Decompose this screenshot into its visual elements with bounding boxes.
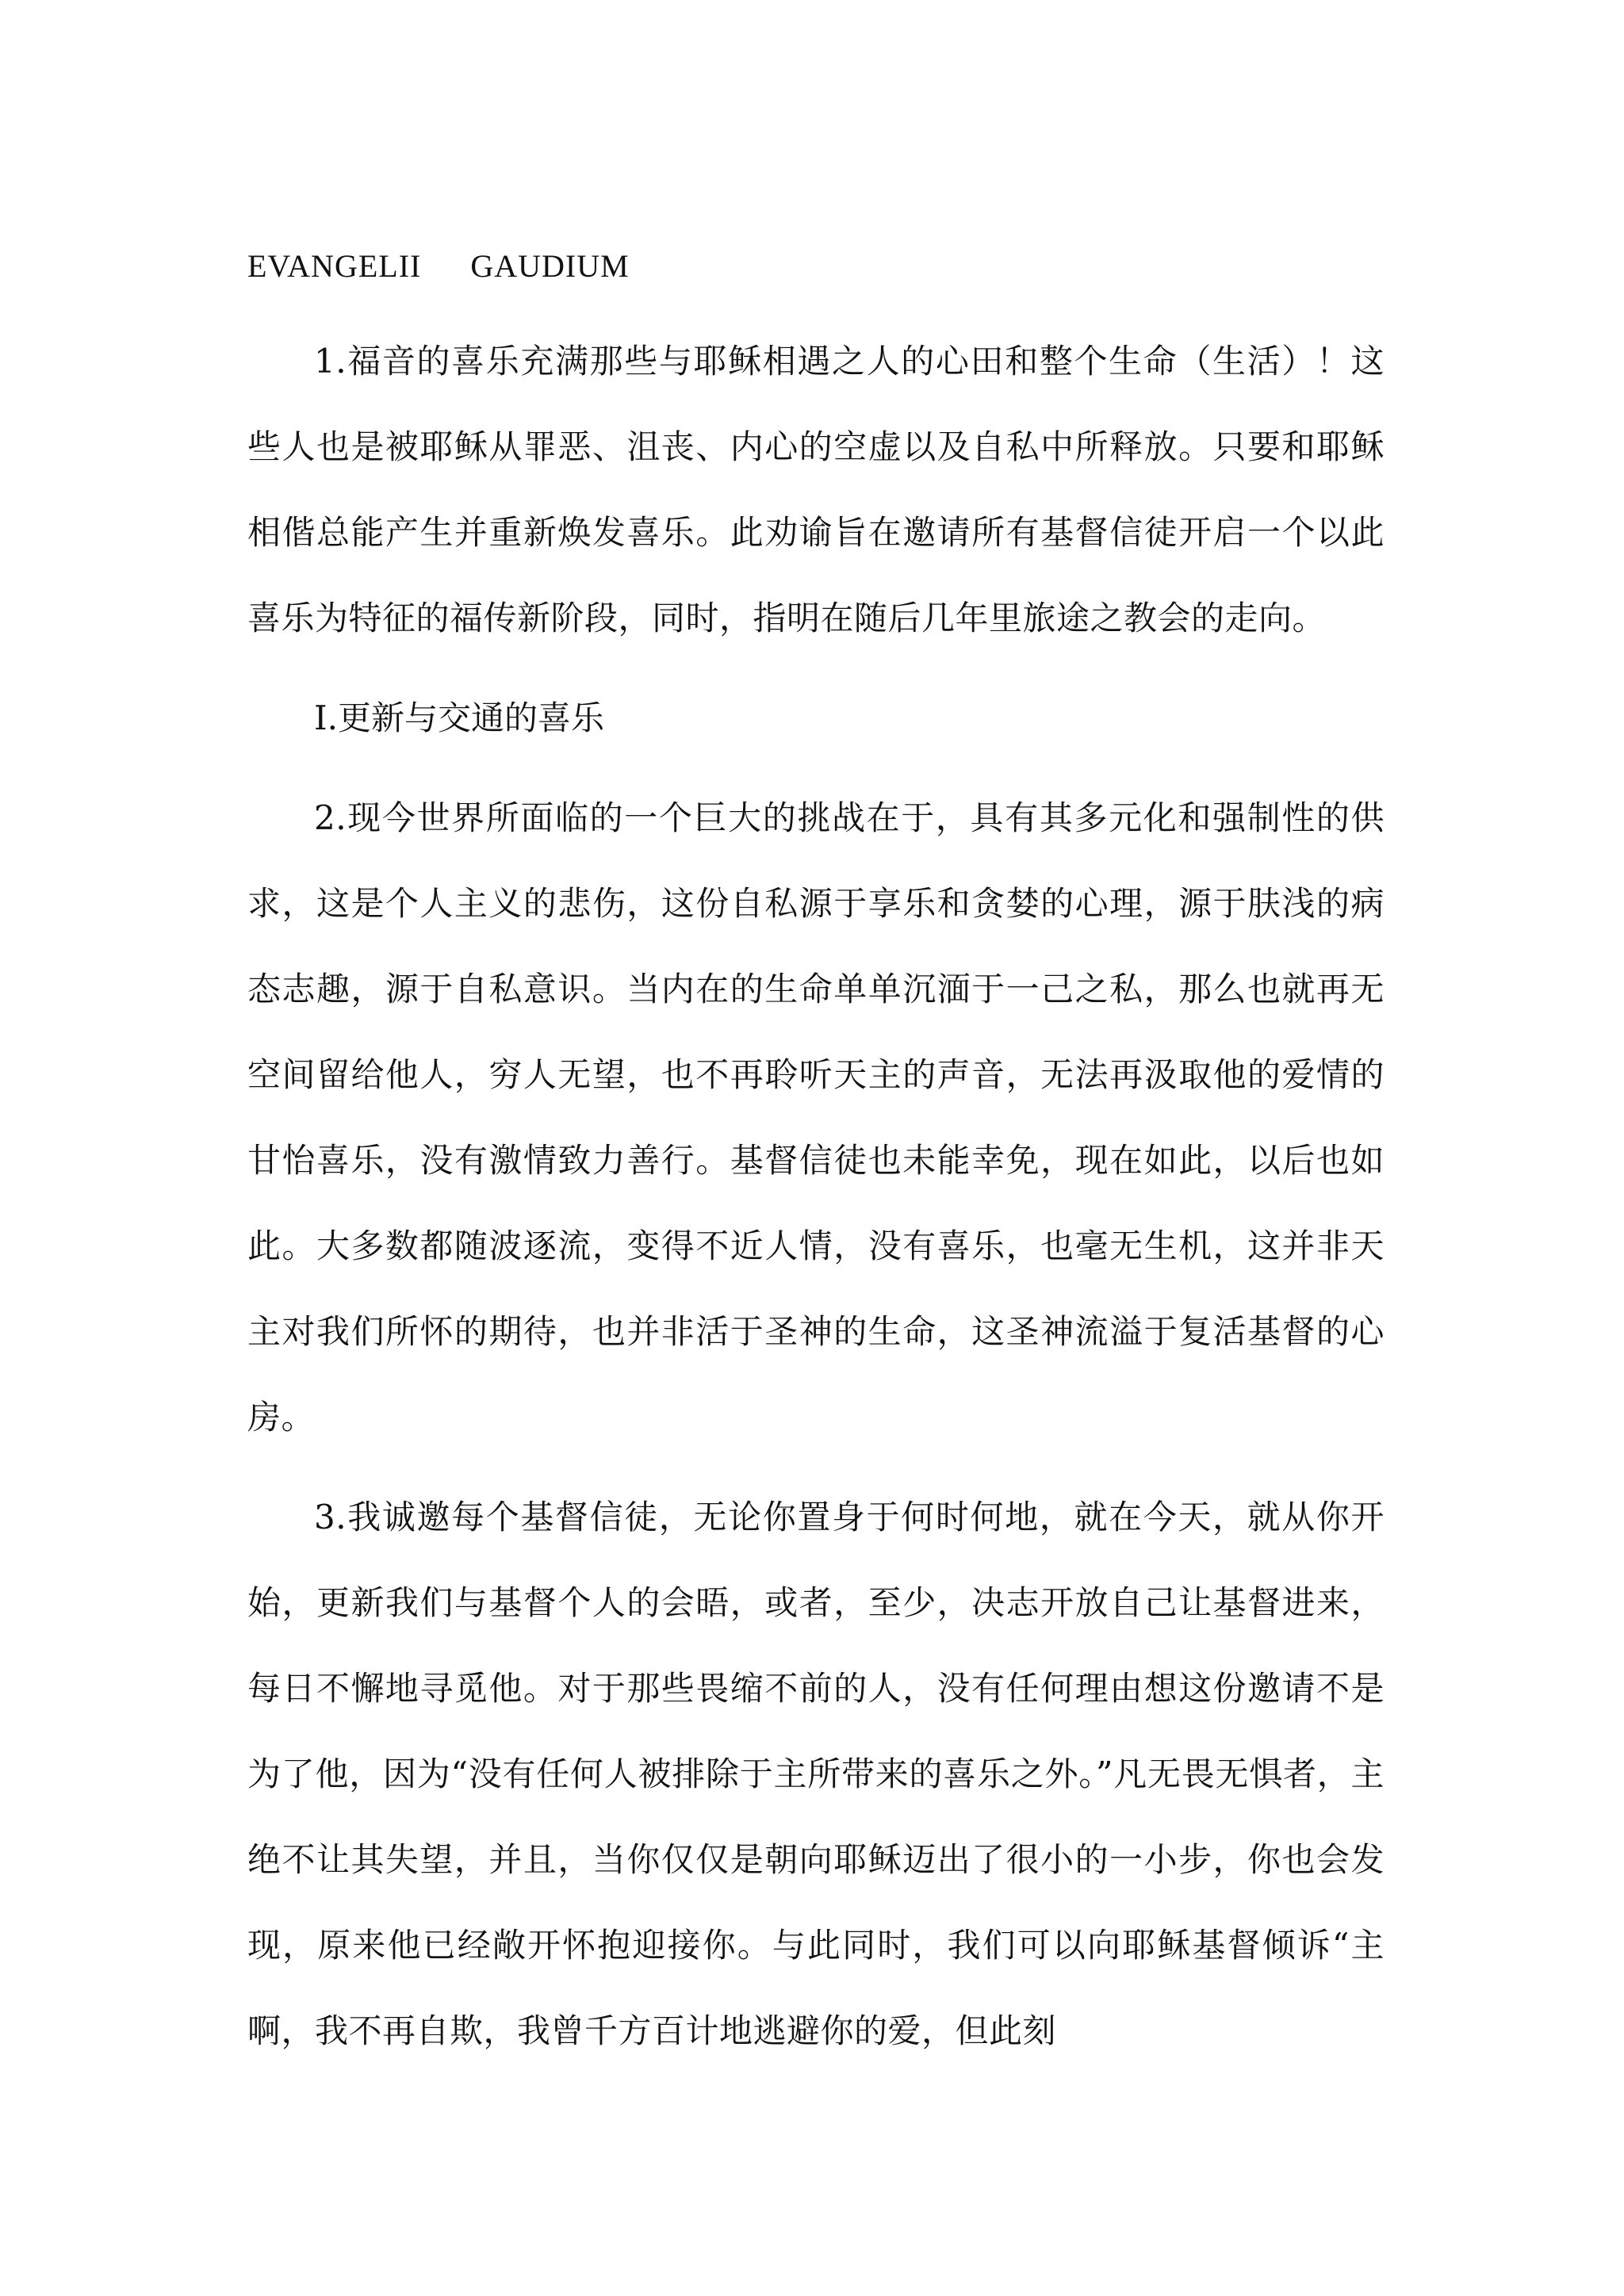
paragraph-2: 2.现今世界所面临的一个巨大的挑战在于，具有其多元化和强制性的供求，这是个人主义的悲伤，这份自私源于享乐和贪婪的心理，源于肤浅的病态志趣，源于自私意识。当内在的生命单单沉湎于一己之私，那么也就再无空间留给他人，穷人无望，也不再聆听天主的声音，无法再汲取他的爱情的甘怡喜乐，没有激情致力善行。基督信徒也未能幸免，现在如此，以后也如此。大多数都随波逐流，变得不近人情，没有喜乐，也毫无生机，这并非天主对我们所怀的期待，也并非活于圣神的生命，这圣神流溢于复活基督的心房。 <box>247 798 1385 1437</box>
document-body <box>247 235 1385 2088</box>
paragraph-3: 3.我诚邀每个基督信徒，无论你置身于何时何地，就在今天，就从你开始，更新我们与基督个人的会晤，或者，至少，决志开放自己让基督进来，每日不懈地寻觅他。对于那些畏缩不前的人，没有任何理由想这份邀请不是为了他，因为“没有任何人被排除于主所带来的喜乐之外。”凡无畏无惧者，主绝不让其失望，并且，当你仅仅是朝向耶稣迈出了很小的一小步，你也会发现，原来他已经敞开怀抱迎接你。与此同时，我们可以向耶稣基督倾诉“主啊，我不再自欺，我曾千方百计地逃避你的爱，但此刻 <box>247 1498 1385 2050</box>
document-title: EVANGELII GAUDIUM <box>247 248 630 284</box>
paragraph-1: 1.福音的喜乐充满那些与耶稣相遇之人的心田和整个生命（生活）！这些人也是被耶稣从罪恶、沮丧、内心的空虚以及自私中所释放。只要和耶稣相偕总能产生并重新焕发喜乐。此劝谕旨在邀请所有基督信徒开启一个以此喜乐为特征的福传新阶段，同时，指明在随后几年里旅途之教会的走向。 <box>247 342 1385 637</box>
section-heading: I.更新与交通的喜乐 <box>314 698 604 737</box>
